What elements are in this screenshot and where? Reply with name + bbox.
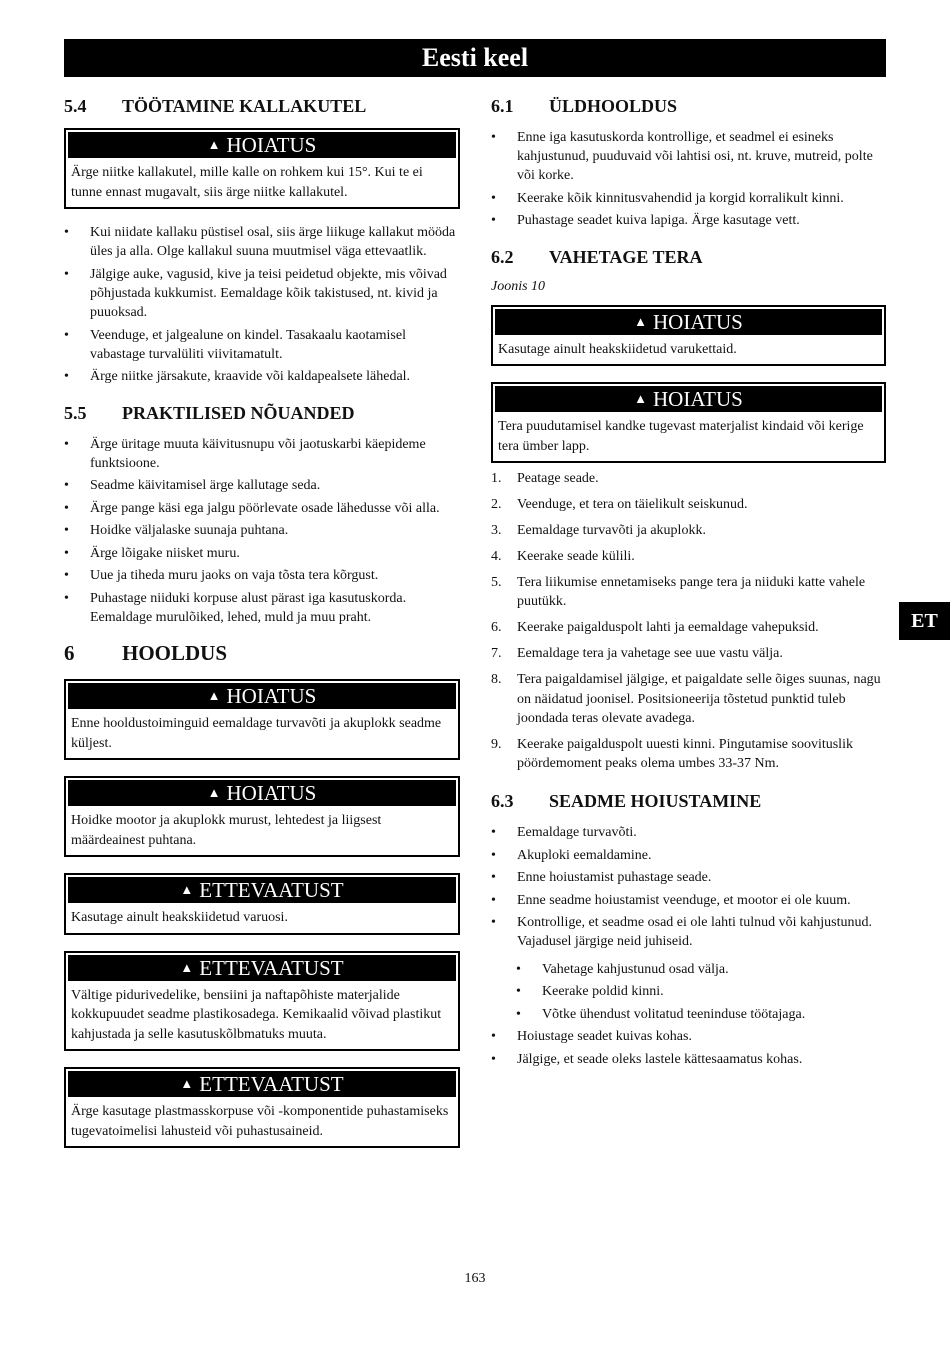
bullet-list [491,1027,886,1069]
list-item-text: Enne hoiustamist puhastage seade. [517,870,712,886]
step-number: 8. [491,672,502,688]
warning-header [495,309,882,335]
list-item-text: Keerake kõik kinnitusvahendid ja korgid korralikult kinni. [517,190,844,206]
list-item [491,573,886,611]
step-number: 3. [491,523,502,539]
list-item [64,544,460,563]
section-heading-6-2 [491,245,886,269]
warning-triangle-icon: ▲ [180,882,194,898]
warning-text: Ärge niitke kallakutel, mille kalle on rohkem kui 15°. Kui te ei tunne ennast mugavalt, siis ärge niitke kallakutel. [71,165,423,200]
bullet-marker: • [516,1006,521,1022]
list-item-text: Veenduge, et jalgealune on kindel. Tasakaalu kaotamisel vabastage turvalüliti viivitamatult. [90,327,406,362]
warning-title: HOIATUS [226,133,317,157]
list-item-text: Uue ja tiheda muru jaoks on vaja tõsta tera kõrgust. [90,568,379,584]
section-heading-6-3 [491,789,886,813]
warning-header [495,386,882,412]
list-item [491,735,886,773]
list-item-text: Enne iga kasutuskorda kontrollige, et seadmel ei esineks kahjustunud, puuduvaid või lahtisi osi, nt. kruve, mutreid, polte või korke. [517,130,873,184]
list-item [491,618,886,637]
step-number: 5. [491,575,502,591]
step-number: 4. [491,549,502,565]
warning-header [68,780,456,806]
section-title: ÜLDHOOLDUS [549,96,678,116]
caution-box [64,1067,460,1148]
list-item [491,913,886,951]
caution-title: ETTEVAATUST [199,878,344,903]
list-item-text: Ärge lõigake niisket muru. [90,545,240,561]
step-text: Tera paigaldamisel jälgige, et paigaldate selle õiges suunas, nagu on näidatud joonisel. Positsioneerija tõstetud punktid tuleb joondada teras olevate avadega. [517,672,881,726]
step-text: Peatage seade. [517,471,599,487]
list-item [516,982,886,1001]
bullet-marker: • [64,327,69,343]
step-number: 2. [491,497,502,513]
section-heading-5-5 [64,401,460,425]
list-item-text: Hoidke väljalaske suunaja puhtana. [90,523,289,539]
bullet-list [64,435,460,628]
list-item-text: Ärge pange käsi ega jalgu pöörlevate osade lähedusse või alla. [90,500,440,516]
step-text: Veenduge, et tera on täielikult seiskunud. [517,497,748,513]
bullet-marker: • [64,225,69,240]
section-number: 6.2 [491,246,514,267]
section-number: 6.1 [491,96,514,116]
list-item [64,367,460,386]
caution-title: ETTEVAATUST [199,1072,344,1097]
step-number: 6. [491,620,502,636]
bullet-marker: • [491,870,496,886]
step-number: 7. [491,646,502,662]
caution-text: Kasutage ainult heakskiidetud varuosi. [71,910,288,926]
left-column [64,94,460,1164]
list-item-text: Võtke ühendust volitatud teeninduse töötajaga. [542,1006,806,1022]
list-item [491,1027,886,1046]
warning-title: HOIATUS [653,309,743,334]
language-tab: ET [899,602,950,640]
warning-header [68,683,456,709]
sub-bullet-list [516,960,886,1024]
bullet-marker: • [64,478,69,494]
warning-text: Tera puudutamisel kandke tugevast materjalist kindaid või kerige tera ümber lapp. [498,419,864,454]
section-title: VAHETAGE TERA [549,246,703,267]
list-item-text: Keerake poldid kinni. [542,984,664,1000]
list-item [491,469,886,488]
warning-box [491,305,886,367]
bullet-marker: • [516,961,521,977]
warning-title: HOIATUS [226,781,317,806]
section-number: 5.4 [64,96,87,116]
list-item [64,499,460,518]
list-item-text: Kontrollige, et seadme osad ei ole lahti tulnud või kahjustunud. Vajadusel järgige neid juhiseid. [517,915,872,950]
list-item-text: Ärge niitke järsakute, kraavide või kaldapealsete lähedal. [90,369,411,385]
section-title: SEADME HOIUSTAMINE [549,791,762,812]
list-item [491,823,886,842]
list-item-text: Ärge üritage muuta käivitusnupu või jaotuskarbi käepideme funktsioone. [90,436,426,471]
bullet-marker: • [491,825,496,841]
caution-title: ETTEVAATUST [199,955,344,980]
bullet-list [491,823,886,951]
list-item-text: Akuploki eemaldamine. [517,847,652,863]
step-text: Tera liikumise ennetamiseks pange tera ja niiduki katte vahele puutükk. [517,575,866,610]
step-text: Keerake paigalduspolt uuesti kinni. Pingutamise soovituslik pöördemoment peaks olema umbes 33-37 Nm. [517,736,853,771]
bullet-marker: • [491,847,496,863]
caution-header [68,1071,456,1097]
list-item-text: Puhastage seadet kuiva lapiga. Ärge kasutage vett. [517,213,800,229]
list-item [64,265,460,323]
list-item [64,589,460,627]
warning-triangle-icon: ▲ [207,785,221,801]
list-item [64,326,460,364]
list-item [64,435,460,473]
list-item-text: Vahetage kahjustunud osad välja. [542,961,729,977]
warning-title: HOIATUS [653,387,743,412]
step-number: 1. [491,471,502,487]
bullet-marker: • [64,590,69,606]
list-item [491,846,886,865]
caution-text: Vältige pidurivedelike, bensiini ja naftapõhiste materjalide kokkupuudet seadme plastikosadega. Kemikaalid võivad plastikut kahjustada ja selle kasutuskõlbmatuks muuta. [71,987,442,1042]
list-item [64,521,460,540]
page-header: Eesti keel [64,39,886,77]
step-text: Eemaldage turvavõti ja akuplokk. [517,523,706,539]
bullet-marker: • [64,523,69,539]
list-item [491,644,886,663]
warning-box [64,128,460,209]
list-item [64,223,460,261]
bullet-marker: • [491,130,496,145]
warning-box [64,679,460,760]
warning-text: Enne hooldustoiminguid eemaldage turvavõti ja akuplokk seadme küljest. [71,716,442,751]
numbered-list [491,469,886,773]
step-text: Eemaldage tera ja vahetage see uue vastu välja. [517,646,783,662]
section-title: PRAKTILISED NÕUANDED [122,402,355,423]
warning-title: HOIATUS [226,684,317,709]
bullet-marker: • [64,266,69,282]
warning-box [491,382,886,463]
bullet-marker: • [64,436,69,452]
section-number: 5.5 [64,402,87,423]
step-number: 9. [491,736,502,752]
list-item [491,1050,886,1069]
list-item [491,868,886,887]
list-item-text: Kui niidate kallaku püstisel osal, siis ärge liikuge kallakut mööda üles ja alla. Olge kallakul suuna muutmisel väga ettevaatlik. [90,225,456,260]
list-item [64,476,460,495]
warning-text: Kasutage ainult heakskiidetud varukettaid. [498,341,737,357]
bullet-list [491,128,886,231]
list-item-text: Eemaldage turvavõti. [517,825,637,841]
bullet-marker: • [64,369,69,385]
bullet-marker: • [491,892,496,908]
list-item [491,670,886,728]
bullet-marker: • [491,190,496,206]
bullet-marker: • [64,545,69,561]
bullet-marker: • [64,500,69,516]
list-item-text: Seadme käivitamisel ärge kallutage seda. [90,478,321,494]
page-number: 163 [464,1271,486,1286]
list-item [491,189,886,208]
list-item [516,960,886,979]
warning-triangle-icon: ▲ [634,391,648,407]
bullet-marker: • [491,1051,496,1067]
section-title: HOOLDUS [122,641,228,666]
step-text: Keerake seade külili. [517,549,635,565]
warning-triangle-icon: ▲ [634,313,648,329]
section-title: TÖÖTAMINE KALLAKUTEL [122,96,367,116]
section-number: 6.3 [491,791,514,812]
step-text: Keerake paigalduspolt lahti ja eemaldage vahepuksid. [517,620,819,636]
section-heading-6-1 [491,94,886,118]
section-number: 6 [64,641,75,666]
list-item-text: Jälgige auke, vagusid, kive ja teisi peidetud objekte, mis võivad põhjustada kukkumist. Eemaldage kõik takistused, nt. kivid ja puuoksad. [90,266,447,321]
bullet-marker: • [64,568,69,584]
right-column [491,94,886,1072]
list-item-text: Hoiustage seadet kuivas kohas. [517,1029,692,1045]
caution-header [68,955,456,981]
list-item [491,891,886,910]
list-item-text: Enne seadme hoiustamist veenduge, et mootor ei ole kuum. [517,892,851,908]
bullet-marker: • [516,984,521,1000]
warning-box [64,776,460,857]
list-item-text: Puhastage niiduki korpuse alust pärast iga kasutuskorda. Eemaldage murulõiked, lehed, muld ja muu praht. [90,590,407,625]
section-heading-5-4 [64,94,460,118]
warning-text: Hoidke mootor ja akuplokk murust, lehtedest ja liigsest määrdeainest puhtana. [71,813,382,848]
list-item [491,495,886,514]
list-item [516,1005,886,1024]
caution-header [68,877,456,903]
bullet-marker: • [491,1029,496,1045]
list-item [64,566,460,585]
list-item-text: Jälgige, et seade oleks lastele kättesaamatus kohas. [517,1051,803,1067]
list-item [491,547,886,566]
bullet-marker: • [491,213,496,229]
warning-triangle-icon: ▲ [207,137,221,152]
caution-text: Ärge kasutage plastmasskorpuse või -komponentide puhastamiseks tugevatoimelisi lahusteid või puhastusaineid. [71,1104,449,1139]
caution-box [64,873,460,935]
list-item [491,128,886,186]
warning-triangle-icon: ▲ [180,1076,194,1092]
bullet-marker: • [491,915,496,931]
warning-triangle-icon: ▲ [207,688,221,704]
figure-reference: Joonis 10 [491,278,546,294]
list-item [491,211,886,230]
warning-header [68,132,456,158]
list-item [491,521,886,540]
section-heading-6 [64,641,460,665]
caution-box [64,951,460,1052]
bullet-list [64,223,460,387]
warning-triangle-icon: ▲ [180,959,194,975]
